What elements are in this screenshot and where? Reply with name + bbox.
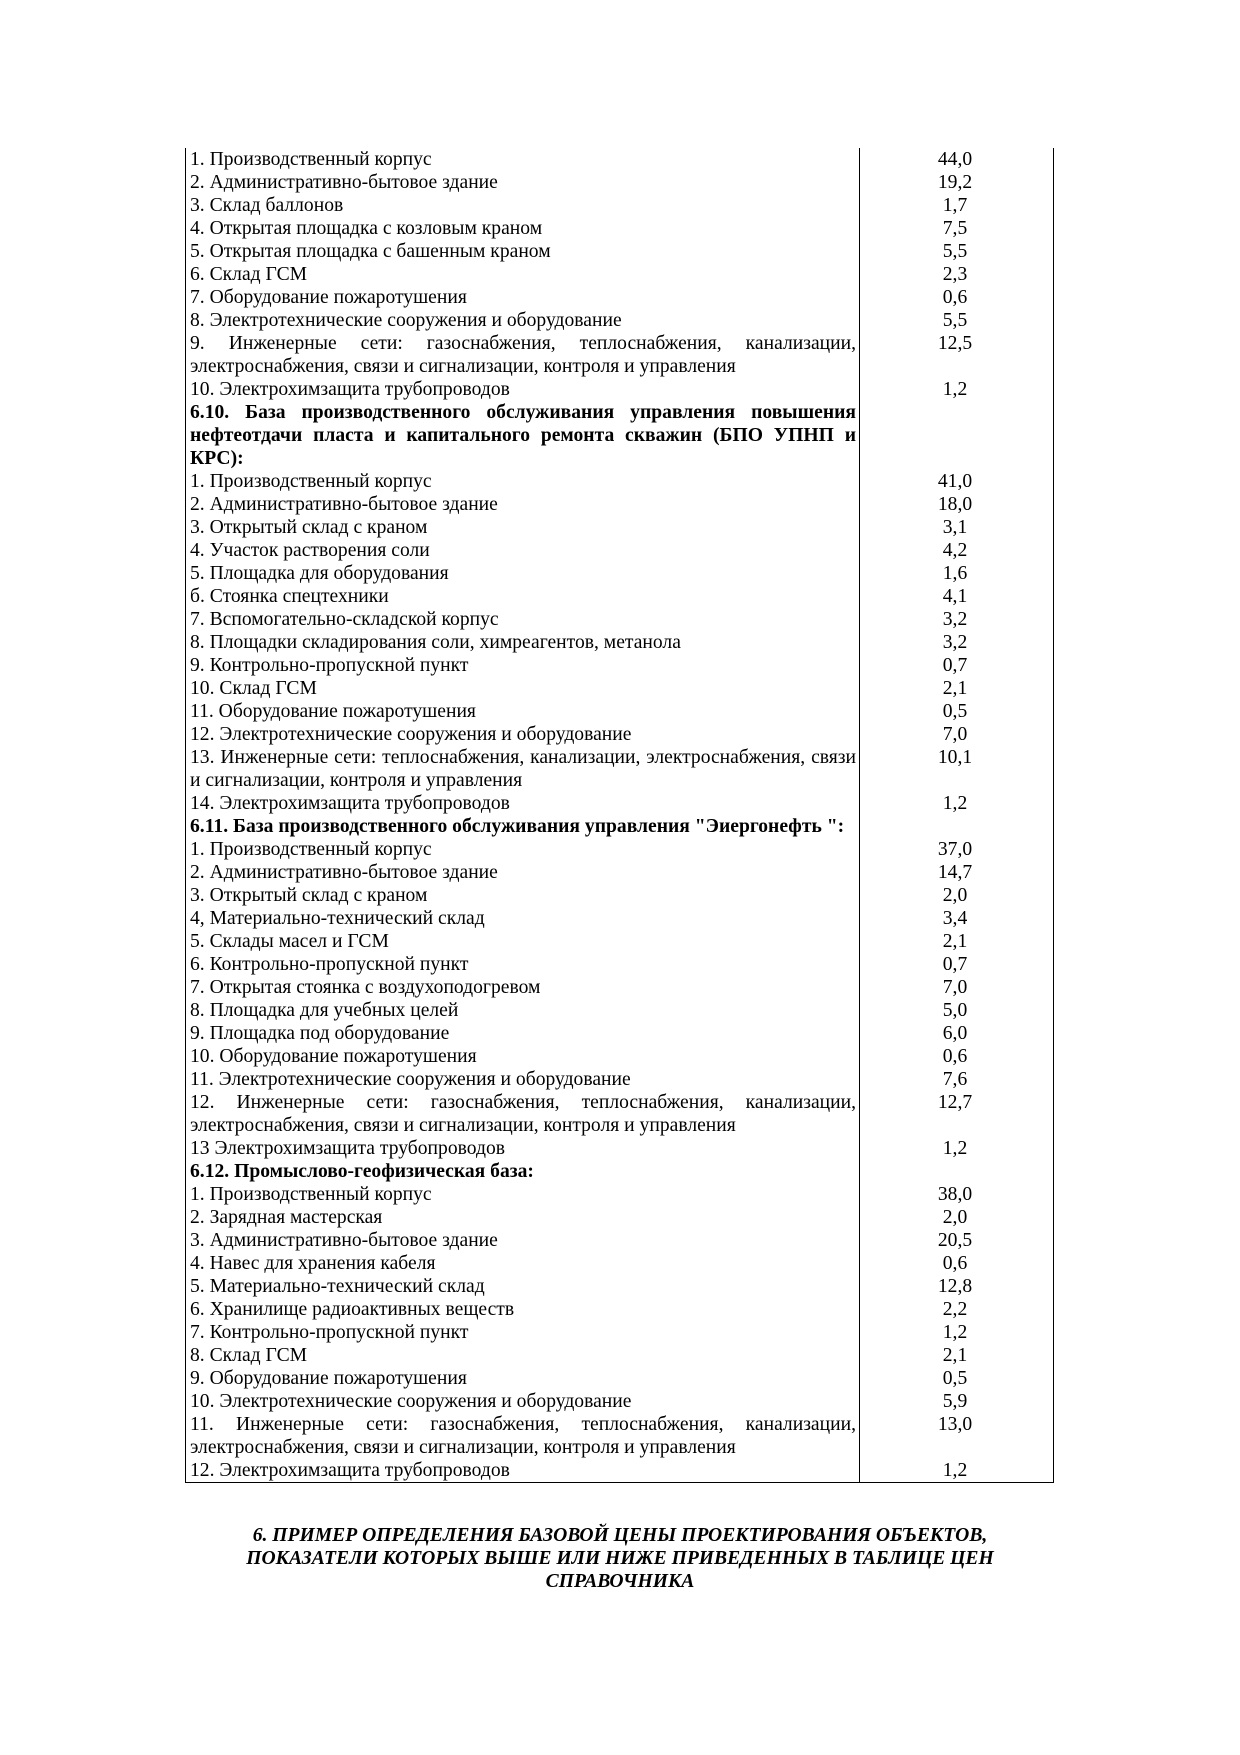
- table-section-header-row: [186, 401, 1053, 470]
- item-value: 0,5: [942, 1368, 968, 1389]
- item-label: 3. Склад баллонов: [190, 195, 344, 216]
- table-row: [186, 1459, 1053, 1482]
- item-label: 9. Контрольно-пропускной пункт: [190, 655, 469, 676]
- table-row: [186, 631, 1053, 654]
- item-value: 0,7: [942, 954, 968, 975]
- item-value: 37,0: [937, 839, 973, 860]
- item-label: 5. Материально-технический склад: [190, 1276, 485, 1297]
- item-label: 11. Электротехнические сооружения и оборудование: [190, 1069, 631, 1090]
- item-value: 3,2: [942, 632, 968, 653]
- item-label: 9. Оборудование пожаротушения: [190, 1368, 467, 1389]
- table-row: [186, 539, 1053, 562]
- table-row: [186, 1252, 1053, 1275]
- item-label: 3. Открытый склад с краном: [190, 517, 428, 538]
- item-value: 38,0: [937, 1184, 973, 1205]
- item-label: 3. Открытый склад с краном: [190, 885, 428, 906]
- item-label: 5. Площадка для оборудования: [190, 563, 449, 584]
- item-value: 3,2: [942, 609, 968, 630]
- table-row: [186, 930, 1053, 953]
- item-value: 12,7: [937, 1092, 973, 1113]
- item-label: 7. Контрольно-пропускной пункт: [190, 1322, 469, 1343]
- table-row: [186, 1137, 1053, 1160]
- item-label: 13. Инженерные сети: теплоснабжения, канализации, электроснабжения, связи и сигнализации, контроля и управления: [190, 747, 856, 791]
- item-label: 4. Участок растворения соли: [190, 540, 430, 561]
- table-row: [186, 1206, 1053, 1229]
- item-label: 9. Площадка под оборудование: [190, 1023, 450, 1044]
- item-value: 41,0: [937, 471, 973, 492]
- item-value: 13,0: [937, 1414, 973, 1435]
- item-label: 2. Административно-бытовое здание: [190, 862, 498, 883]
- table-row: [186, 585, 1053, 608]
- item-label: 7. Вспомогательно-складской корпус: [190, 609, 499, 630]
- item-value: 0,6: [942, 1046, 968, 1067]
- table-row: [186, 677, 1053, 700]
- item-label: 6. Склад ГСМ: [190, 264, 308, 285]
- item-value: 12,5: [937, 333, 973, 354]
- item-label: 8. Электротехнические сооружения и оборудование: [190, 310, 622, 331]
- item-label: б. Стоянка спецтехники: [190, 586, 389, 607]
- table-row: [186, 1022, 1053, 1045]
- item-label: 8. Склад ГСМ: [190, 1345, 308, 1366]
- table-row: [186, 148, 1053, 171]
- table-row: [186, 194, 1053, 217]
- table-row: [186, 953, 1053, 976]
- table-row: [186, 562, 1053, 585]
- table-row: [186, 976, 1053, 999]
- item-value: 0,6: [942, 1253, 968, 1274]
- item-value: 0,6: [942, 287, 968, 308]
- item-label: 4, Материально-технический склад: [190, 908, 485, 929]
- item-label: 10. Склад ГСМ: [190, 678, 317, 699]
- item-value: 2,0: [942, 1207, 968, 1228]
- table-row: [186, 1344, 1053, 1367]
- item-label: 13 Электрохимзащита трубопроводов: [190, 1138, 505, 1159]
- item-value: 7,0: [942, 724, 968, 745]
- table-row: [186, 1298, 1053, 1321]
- column-divider: [859, 148, 860, 1482]
- item-value: 4,2: [942, 540, 968, 561]
- item-label: 9. Инженерные сети: газоснабжения, теплоснабжения, канализации, электроснабжения, связи и сигнализации, контроля и управления: [190, 333, 856, 377]
- item-label: 4. Открытая площадка с козловым краном: [190, 218, 543, 239]
- item-value: 44,0: [937, 149, 973, 170]
- item-label: 5. Открытая площадка с башенным краном: [190, 241, 551, 262]
- item-label: 10. Электрохимзащита трубопроводов: [190, 379, 510, 400]
- table-section-header-row: [186, 1160, 1053, 1183]
- item-value: 14,7: [937, 862, 973, 883]
- item-value: 2,1: [942, 678, 968, 699]
- table-row: [186, 838, 1053, 861]
- item-label: 5. Склады масел и ГСМ: [190, 931, 389, 952]
- item-label: 1. Производственный корпус: [190, 471, 432, 492]
- item-label: 12. Электрохимзащита трубопроводов: [190, 1460, 510, 1481]
- item-value: 10,1: [937, 747, 973, 768]
- section-title: 6.12. Промыслово-геофизическая база:: [190, 1161, 534, 1182]
- item-value: 1,6: [942, 563, 968, 584]
- price-table: [185, 148, 1054, 1483]
- item-value: 20,5: [937, 1230, 973, 1251]
- table-row: [186, 999, 1053, 1022]
- table-row: [186, 217, 1053, 240]
- table-row: [186, 884, 1053, 907]
- table-row: [186, 332, 1053, 378]
- item-value: 7,6: [942, 1069, 968, 1090]
- item-value: 5,9: [942, 1391, 968, 1412]
- section-heading-line-3: СПРАВОЧНИКА: [545, 1571, 695, 1592]
- item-value: 2,2: [942, 1299, 968, 1320]
- item-value: 2,0: [942, 885, 968, 906]
- item-value: 1,2: [942, 793, 968, 814]
- table-row: [186, 792, 1053, 815]
- item-label: 14. Электрохимзащита трубопроводов: [190, 793, 510, 814]
- item-label: 3. Административно-бытовое здание: [190, 1230, 498, 1251]
- table-row: [186, 700, 1053, 723]
- item-value: 1,2: [942, 1460, 968, 1481]
- table-row: [186, 1275, 1053, 1298]
- section-title: 6.11. База производственного обслуживания управления "Эиергонефть ":: [190, 816, 845, 837]
- table-row: [186, 654, 1053, 677]
- item-label: 1. Производственный корпус: [190, 149, 432, 170]
- item-value: 6,0: [942, 1023, 968, 1044]
- table-row: [186, 1229, 1053, 1252]
- section-heading: [200, 1524, 1040, 1593]
- table-row: [186, 1390, 1053, 1413]
- table-row: [186, 1091, 1053, 1137]
- item-value: 2,1: [942, 931, 968, 952]
- table-row: [186, 1321, 1053, 1344]
- table-row: [186, 723, 1053, 746]
- item-label: 12. Электротехнические сооружения и оборудование: [190, 724, 632, 745]
- item-label: 11. Инженерные сети: газоснабжения, теплоснабжения, канализации, электроснабжения, связи и сигнализации, контроля и управления: [190, 1414, 856, 1458]
- item-value: 1,2: [942, 379, 968, 400]
- table-row: [186, 516, 1053, 539]
- item-value: 2,3: [942, 264, 968, 285]
- item-value: 1,2: [942, 1138, 968, 1159]
- item-value: 7,5: [942, 218, 968, 239]
- item-value: 4,1: [942, 586, 968, 607]
- item-value: 5,5: [942, 310, 968, 331]
- section-title: 6.10. База производственного обслуживания управления повышения нефтеотдачи пласта и капитального ремонта скважин (БПО УПНП и КРС):: [190, 402, 856, 469]
- item-value: 19,2: [937, 172, 973, 193]
- item-label: 7. Открытая стоянка с воздухоподогревом: [190, 977, 541, 998]
- item-value: 3,1: [942, 517, 968, 538]
- item-label: 10. Электротехнические сооружения и оборудование: [190, 1391, 632, 1412]
- section-heading-line-2: ПОКАЗАТЕЛИ КОТОРЫХ ВЫШЕ ИЛИ НИЖЕ ПРИВЕДЕННЫХ В ТАБЛИЦЕ ЦЕН: [246, 1548, 994, 1569]
- item-label: 6. Контрольно-пропускной пункт: [190, 954, 469, 975]
- table-row: [186, 240, 1053, 263]
- item-label: 10. Оборудование пожаротушения: [190, 1046, 477, 1067]
- item-label: 8. Площадки складирования соли, химреагентов, метанола: [190, 632, 681, 653]
- table-row: [186, 861, 1053, 884]
- table-row: [186, 1183, 1053, 1206]
- table-row: [186, 263, 1053, 286]
- item-value: 18,0: [937, 494, 973, 515]
- item-label: 11. Оборудование пожаротушения: [190, 701, 476, 722]
- item-value: 3,4: [942, 908, 968, 929]
- item-value: 5,0: [942, 1000, 968, 1021]
- table-section-header-row: [186, 815, 1053, 838]
- item-value: 1,2: [942, 1322, 968, 1343]
- item-value: 1,7: [942, 195, 968, 216]
- table-row: [186, 470, 1053, 493]
- item-label: 2. Зарядная мастерская: [190, 1207, 383, 1228]
- table-row: [186, 378, 1053, 401]
- item-value: 2,1: [942, 1345, 968, 1366]
- table-row: [186, 309, 1053, 332]
- table-row: [186, 907, 1053, 930]
- item-label: 7. Оборудование пожаротушения: [190, 287, 467, 308]
- section-heading-line-1: 6. ПРИМЕР ОПРЕДЕЛЕНИЯ БАЗОВОЙ ЦЕНЫ ПРОЕКТИРОВАНИЯ ОБЪЕКТОВ,: [252, 1525, 988, 1546]
- table-row: [186, 608, 1053, 631]
- item-label: 2. Административно-бытовое здание: [190, 494, 498, 515]
- item-label: 2. Административно-бытовое здание: [190, 172, 498, 193]
- item-value: 0,5: [942, 701, 968, 722]
- item-value: 7,0: [942, 977, 968, 998]
- item-value: 5,5: [942, 241, 968, 262]
- table-row: [186, 1045, 1053, 1068]
- item-label: 1. Производственный корпус: [190, 1184, 432, 1205]
- table-row: [186, 746, 1053, 792]
- item-label: 1. Производственный корпус: [190, 839, 432, 860]
- table-row: [186, 171, 1053, 194]
- item-label: 6. Хранилище радиоактивных веществ: [190, 1299, 515, 1320]
- item-label: 12. Инженерные сети: газоснабжения, теплоснабжения, канализации, электроснабжения, связи и сигнализации, контроля и управления: [190, 1092, 856, 1136]
- table-row: [186, 493, 1053, 516]
- item-label: 8. Площадка для учебных целей: [190, 1000, 459, 1021]
- item-label: 4. Навес для хранения кабеля: [190, 1253, 436, 1274]
- table-row: [186, 1068, 1053, 1091]
- table-row: [186, 286, 1053, 309]
- item-value: 12,8: [937, 1276, 973, 1297]
- table-row: [186, 1413, 1053, 1459]
- item-value: 0,7: [942, 655, 968, 676]
- table-row: [186, 1367, 1053, 1390]
